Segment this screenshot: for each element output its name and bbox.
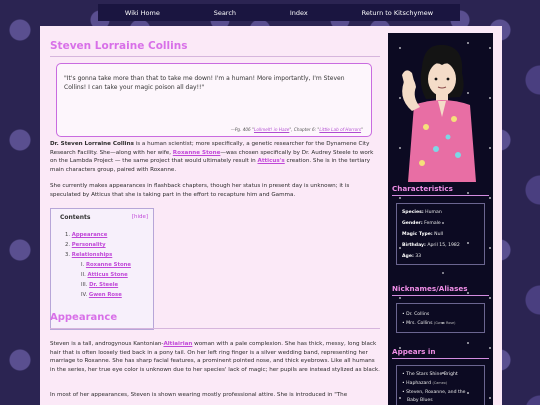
nav-return[interactable]: Return to Kitschymew <box>361 8 434 17</box>
toc-link-gwen[interactable]: Gwen Rose <box>88 292 122 298</box>
quote-text: "It's gonna take more than that to take me down! I'm a human! More importantly, I'm Steven Collins! I can take your magic poison all day!!" <box>64 75 345 91</box>
toc-item <box>81 272 128 278</box>
nicknames-divider <box>392 295 489 296</box>
char-value: April 15, 1982 <box>425 243 460 248</box>
toc-hide-toggle[interactable]: [hide] <box>131 214 148 220</box>
char-age <box>402 254 421 259</box>
article-main <box>50 26 382 405</box>
cite-prefix: —Pg. 406 " <box>230 127 254 132</box>
infobox-sidebar <box>388 33 493 405</box>
toc-number: I. <box>81 262 85 268</box>
toc-item <box>65 232 107 238</box>
char-species <box>402 210 442 215</box>
nav-wiki-home[interactable]: Wiki Home <box>124 8 160 17</box>
nickname-note: (Gwen Rose) <box>433 321 456 325</box>
appears-item: • Haphazard (Cameo) <box>402 381 448 386</box>
appearance-heading: Appearance <box>50 312 118 323</box>
toc-link-relationships[interactable]: Relationships <box>71 252 113 258</box>
toc-heading: Contents <box>60 214 91 221</box>
nickname-text: Mrs. Collins <box>406 321 433 326</box>
page-title: Steven Lorraine Collins <box>50 40 188 52</box>
appears-in-heading: Appears in <box>392 347 436 356</box>
toc-link-atticus[interactable]: Atticus Stone <box>87 272 128 278</box>
character-portrait <box>392 37 489 182</box>
toc-item <box>81 262 131 268</box>
characteristics-heading: Characteristics <box>392 184 453 193</box>
appearance-text-2: woman with a pale complexion. She has thick, messy, long black hair that is often loosely tied back in a pony tail. On her left ring finger is a silver wedding band, representing her marriage to Roxanne. She has sharp facial features, a prominent pointed nose, and thick eyebrows. Like all humans in the series, her true eye color is unknown due to her species' lack of magic; her pupils are instead stylized as black. <box>50 341 380 373</box>
appears-item: • Steven, Roxanne, and the <box>402 390 466 395</box>
nicknames-heading: Nicknames/Aliases <box>392 284 468 293</box>
link-altiairian[interactable]: Altiairian <box>163 341 193 347</box>
toc-item <box>65 252 112 258</box>
appears-in-divider <box>392 358 489 359</box>
toc-number: IV. <box>81 292 88 298</box>
appears-item: • The Stars Shine Bright <box>402 372 458 377</box>
nickname-text: Dr. Collins <box>406 312 430 317</box>
quote-citation <box>231 127 363 132</box>
toc-number: 3. <box>65 252 71 258</box>
char-key: Species: <box>402 210 424 215</box>
toc-number: 1. <box>65 232 71 238</box>
char-magic-type <box>402 232 443 237</box>
char-key: Age: <box>402 254 414 259</box>
char-birthday <box>402 243 460 248</box>
quote-box <box>56 63 372 137</box>
toc-link-personality[interactable]: Personality <box>71 242 106 248</box>
toc-item <box>81 292 122 298</box>
appears-in-box <box>396 365 485 405</box>
link-roxanne-stone[interactable]: Roxanne Stone <box>172 149 221 156</box>
link-atticus[interactable]: Atticus's <box>257 158 285 164</box>
appearance-paragraph <box>50 340 380 374</box>
toc-number: II. <box>81 272 86 278</box>
nav-search[interactable]: Search <box>213 8 237 17</box>
char-key: Gender: <box>402 221 423 226</box>
title-divider <box>50 56 380 57</box>
intro-text-2: —was chosen specifically by Dr. Audrey Steele to work on the Lambda Project — the same project that would ultimately result in <box>50 149 374 164</box>
char-key: Birthday: <box>402 243 426 248</box>
cite-suffix: " <box>361 127 363 132</box>
char-value: Female <box>422 221 441 226</box>
toc-number: 2. <box>65 242 71 248</box>
toc-link-steele[interactable]: Dr. Steele <box>89 282 119 288</box>
characteristics-divider <box>392 195 489 196</box>
appears-text: Baby Blues <box>407 398 433 403</box>
toc-number: III. <box>81 282 88 288</box>
appears-text: Steven, Roxanne, and the <box>406 390 466 395</box>
appears-text: Haphazard <box>406 381 432 386</box>
char-value: Human <box>423 210 442 215</box>
intro-text-1: is a human scientist; more specifically, a genetic researcher for the Dynamene City Research Facility. She—along with her wife, <box>50 141 370 156</box>
char-gender <box>402 221 441 226</box>
cite-link-book[interactable]: Lollmelt! in Haze <box>253 127 290 132</box>
top-navigation <box>98 4 460 21</box>
toc-item <box>81 282 118 288</box>
appears-text: The Stars Shine Bright <box>406 372 458 377</box>
char-value: Null <box>432 232 444 237</box>
toc-item <box>65 242 106 248</box>
appears-item-continuation <box>402 398 433 403</box>
nickname-item: • Dr. Collins <box>402 312 430 317</box>
appearance-divider <box>50 328 380 329</box>
intro-paragraph <box>50 140 380 174</box>
appearance-text-1: Steven is a tall, androgynous Kantonian- <box>50 341 164 347</box>
intro-text-3: creation. She is in the tertiary main characters group, paired with Roxanne. <box>50 158 371 173</box>
char-key: Magic Type: <box>402 232 433 237</box>
nav-index[interactable]: Index <box>289 8 308 17</box>
nickname-item: • Mrs. Collins (Gwen Rose) <box>402 321 456 326</box>
subject-name: Dr. Steven Lorraine Collins <box>50 141 134 147</box>
appears-note: (Cameo) <box>432 381 448 385</box>
toc-link-appearance[interactable]: Appearance <box>71 232 108 238</box>
nicknames-box <box>396 303 485 333</box>
toc-link-roxanne[interactable]: Roxanne Stone <box>85 262 131 268</box>
characteristics-box <box>396 203 485 265</box>
status-paragraph: She currently makes appearances in flashback chapters, though her status in present day is unknown; it is speculated by Atticus that she is taking part in the effort to recapture him and Gamma. <box>50 183 350 198</box>
cite-link-chapter[interactable]: Little Lab of Horrors <box>319 127 362 132</box>
cite-mid: ", Chapter 6: " <box>289 127 320 132</box>
attire-paragraph: In most of her appearances, Steven is shown wearing mostly professional attire. She is introduced in "The <box>50 392 348 398</box>
article-page <box>40 26 502 405</box>
char-value: 33 <box>413 254 422 259</box>
